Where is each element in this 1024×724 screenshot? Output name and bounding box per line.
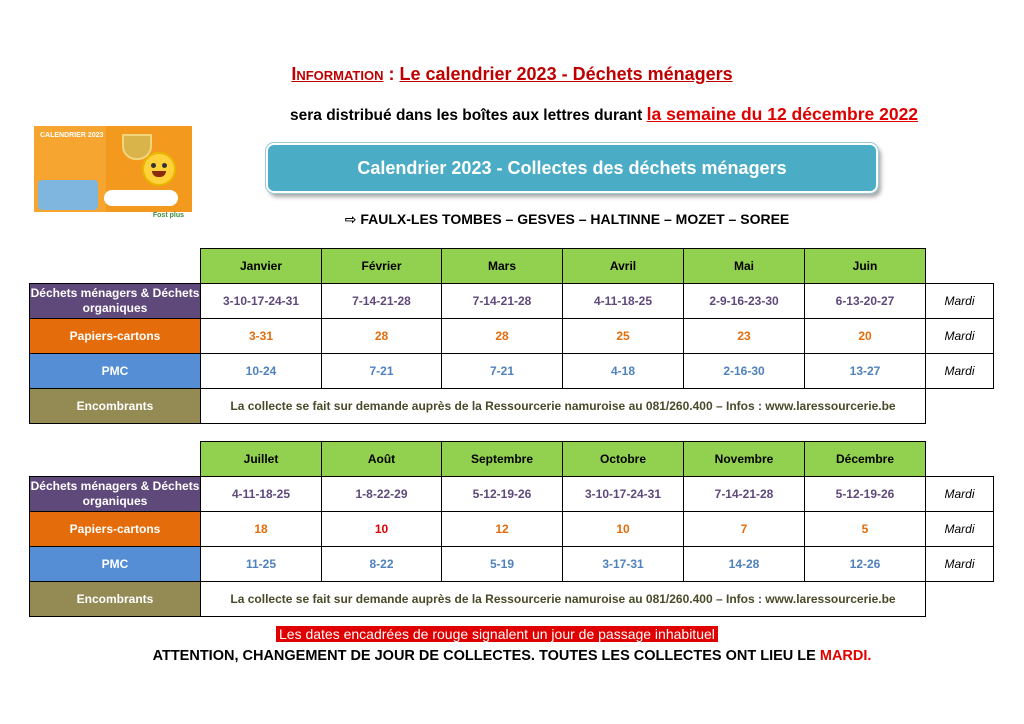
date-cell: 3-31 — [201, 319, 322, 354]
date-cell-unusual: 10 — [322, 512, 442, 547]
empty-day-header — [926, 249, 994, 284]
date-cell: 1-8-22-29 — [322, 477, 442, 512]
category-papiers-cartons: Papiers-cartons — [30, 512, 201, 547]
speech-bubble — [104, 190, 178, 206]
smiley-icon — [142, 152, 176, 186]
encombrants-note: La collecte se fait sur demande auprès de la Ressourcerie namuroise au 081/260.400 – Infos : www.laressourcerie.be — [201, 582, 926, 617]
table-row-dechets-menagers — [30, 477, 994, 512]
calendar-cover-thumbnail — [34, 126, 192, 222]
attention-notice — [0, 648, 1024, 664]
collection-table-jan-jun — [29, 248, 994, 424]
category-dechets-menagers: Déchets ménagers & Déchets organiques — [30, 477, 201, 512]
info-title-rest: Le calendrier 2023 - Déchets ménagers — [399, 64, 733, 84]
banner-label: Calendrier 2023 - Collectes des déchets ménagers — [357, 157, 787, 178]
empty-day-cell — [926, 389, 994, 424]
date-cell: 14-28 — [684, 547, 805, 582]
distribution-date: la semaine du 12 décembre 2022 — [646, 104, 919, 124]
category-pmc: PMC — [30, 547, 201, 582]
date-cell: 10-24 — [201, 354, 322, 389]
collection-table-jul-dec — [29, 441, 994, 617]
info-title — [0, 64, 1024, 85]
category-pmc: PMC — [30, 354, 201, 389]
month-header: Mars — [442, 249, 563, 284]
day-cell: Mardi — [926, 319, 994, 354]
date-cell: 20 — [805, 319, 926, 354]
distribution-note — [290, 104, 918, 125]
month-header: Février — [322, 249, 442, 284]
date-cell: 5-19 — [442, 547, 563, 582]
day-cell: Mardi — [926, 547, 994, 582]
table-row-encombrants — [30, 582, 994, 617]
date-cell: 12-26 — [805, 547, 926, 582]
table-row-encombrants — [30, 389, 994, 424]
attention-text: ATTENTION, CHANGEMENT DE JOUR DE COLLECTES. TOUTES LES COLLECTES ONT LIEU LE — [152, 648, 820, 664]
category-encombrants: Encombrants — [30, 389, 201, 424]
date-cell: 5 — [805, 512, 926, 547]
month-header: Juillet — [201, 442, 322, 477]
date-cell: 18 — [201, 512, 322, 547]
day-cell: Mardi — [926, 477, 994, 512]
date-cell: 4-11-18-25 — [201, 477, 322, 512]
date-cell: 2-9-16-23-30 — [684, 284, 805, 319]
month-header: Avril — [563, 249, 684, 284]
date-cell: 7-14-21-28 — [442, 284, 563, 319]
date-cell: 8-22 — [322, 547, 442, 582]
category-dechets-menagers: Déchets ménagers & Déchets organiques — [30, 284, 201, 319]
date-cell: 11-25 — [201, 547, 322, 582]
calendar-banner — [266, 143, 878, 193]
table-row-papiers-cartons — [30, 512, 994, 547]
distribution-prefix: sera distribué dans les boîtes aux lettres durant — [290, 107, 647, 124]
month-header-row — [30, 442, 994, 477]
table-row-papiers-cartons — [30, 319, 994, 354]
empty-corner — [30, 249, 201, 284]
recycling-bags-image — [38, 180, 98, 210]
month-header: Août — [322, 442, 442, 477]
table-row-dechets-menagers — [30, 284, 994, 319]
month-header: Septembre — [442, 442, 563, 477]
date-cell: 3-17-31 — [563, 547, 684, 582]
month-header: Mai — [684, 249, 805, 284]
date-cell: 4-18 — [563, 354, 684, 389]
month-header: Novembre — [684, 442, 805, 477]
encombrants-note: La collecte se fait sur demande auprès de la Ressourcerie namuroise au 081/260.400 – Infos : www.laressourcerie.be — [201, 389, 926, 424]
date-cell: 12 — [442, 512, 563, 547]
date-cell: 25 — [563, 319, 684, 354]
table-row-pmc — [30, 354, 994, 389]
day-cell: Mardi — [926, 354, 994, 389]
empty-day-header — [926, 442, 994, 477]
month-header: Décembre — [805, 442, 926, 477]
info-colon: : — [383, 64, 400, 84]
category-papiers-cartons: Papiers-cartons — [30, 319, 201, 354]
date-cell: 28 — [322, 319, 442, 354]
date-cell: 2-16-30 — [684, 354, 805, 389]
arrow-icon: ⇨ — [344, 211, 357, 227]
month-header: Octobre — [563, 442, 684, 477]
date-cell: 6-13-20-27 — [805, 284, 926, 319]
date-cell: 3-10-17-24-31 — [201, 284, 322, 319]
unusual-day-note: Les dates encadrées de rouge signalent un jour de passage inhabituel — [276, 626, 718, 642]
localities-text: FAULX-LES TOMBES – GESVES – HALTINNE – MOZET – SOREE — [360, 211, 790, 227]
date-cell: 5-12-19-26 — [442, 477, 563, 512]
date-cell: 13-27 — [805, 354, 926, 389]
localities-line — [0, 211, 1024, 228]
empty-day-cell — [926, 582, 994, 617]
fostplus-logo: Fost plus — [152, 212, 184, 219]
date-cell: 7-21 — [442, 354, 563, 389]
date-cell: 3-10-17-24-31 — [563, 477, 684, 512]
day-cell: Mardi — [926, 284, 994, 319]
info-word: Information — [291, 64, 384, 84]
day-cell: Mardi — [926, 512, 994, 547]
table-row-pmc — [30, 547, 994, 582]
cover-title: CALENDRIER 2023 — [40, 132, 104, 139]
month-header: Janvier — [201, 249, 322, 284]
date-cell: 28 — [442, 319, 563, 354]
empty-corner — [30, 442, 201, 477]
date-cell: 23 — [684, 319, 805, 354]
date-cell: 5-12-19-26 — [805, 477, 926, 512]
date-cell: 7-14-21-28 — [684, 477, 805, 512]
attention-day: MARDI. — [819, 648, 872, 664]
date-cell: 4-11-18-25 — [563, 284, 684, 319]
category-encombrants: Encombrants — [30, 582, 201, 617]
month-header: Juin — [805, 249, 926, 284]
date-cell: 7-21 — [322, 354, 442, 389]
date-cell: 7-14-21-28 — [322, 284, 442, 319]
date-cell: 10 — [563, 512, 684, 547]
date-cell: 7 — [684, 512, 805, 547]
month-header-row — [30, 249, 994, 284]
